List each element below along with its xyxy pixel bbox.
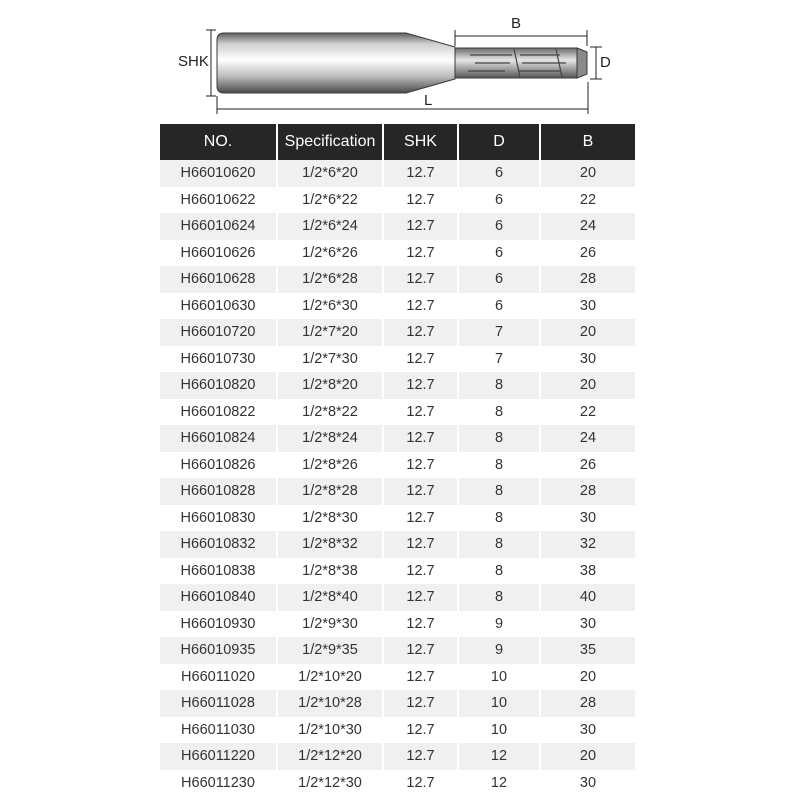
cell-d: 8 [459, 584, 541, 611]
cell-b: 30 [541, 770, 635, 797]
table-header-row [160, 124, 635, 160]
bit-tip-shape [577, 48, 587, 78]
cell-d: 9 [459, 637, 541, 664]
cell-specification: 1/2*9*35 [278, 637, 384, 664]
cell-shk: 12.7 [384, 505, 459, 532]
cell-b: 28 [541, 478, 635, 505]
cell-specification: 1/2*10*30 [278, 717, 384, 744]
cell-shk: 12.7 [384, 584, 459, 611]
header-b: B [541, 124, 635, 160]
cell-shk: 12.7 [384, 240, 459, 267]
cell-b: 26 [541, 452, 635, 479]
cell-d: 8 [459, 452, 541, 479]
cell-no: H66010730 [160, 346, 278, 373]
cell-no: H66011230 [160, 770, 278, 797]
cell-shk: 12.7 [384, 637, 459, 664]
cell-specification: 1/2*7*30 [278, 346, 384, 373]
table-row [160, 213, 635, 240]
specification-table [160, 124, 635, 796]
cell-specification: 1/2*7*20 [278, 319, 384, 346]
cell-specification: 1/2*9*30 [278, 611, 384, 638]
cell-d: 8 [459, 399, 541, 426]
b-label: B [511, 15, 522, 32]
cell-specification: 1/2*6*24 [278, 213, 384, 240]
cell-b: 30 [541, 293, 635, 320]
cell-shk: 12.7 [384, 664, 459, 691]
cell-specification: 1/2*8*20 [278, 372, 384, 399]
cell-b: 30 [541, 346, 635, 373]
cell-d: 8 [459, 531, 541, 558]
table-row [160, 293, 635, 320]
cell-no: H66010838 [160, 558, 278, 585]
cell-b: 28 [541, 266, 635, 293]
table-row [160, 425, 635, 452]
cell-specification: 1/2*10*28 [278, 690, 384, 717]
cell-shk: 12.7 [384, 293, 459, 320]
cell-b: 20 [541, 319, 635, 346]
cell-specification: 1/2*6*30 [278, 293, 384, 320]
cell-no: H66010826 [160, 452, 278, 479]
table-row [160, 187, 635, 214]
cell-no: H66010930 [160, 611, 278, 638]
cell-no: H66010824 [160, 425, 278, 452]
cell-b: 35 [541, 637, 635, 664]
cell-shk: 12.7 [384, 452, 459, 479]
cell-d: 6 [459, 187, 541, 214]
table-row [160, 743, 635, 770]
cell-d: 10 [459, 690, 541, 717]
header-d: D [459, 124, 541, 160]
cell-d: 6 [459, 160, 541, 187]
cell-no: H66010832 [160, 531, 278, 558]
cell-shk: 12.7 [384, 611, 459, 638]
cell-no: H66010620 [160, 160, 278, 187]
table-row [160, 611, 635, 638]
table-row [160, 266, 635, 293]
cell-d: 7 [459, 319, 541, 346]
cell-specification: 1/2*6*20 [278, 160, 384, 187]
cell-d: 8 [459, 478, 541, 505]
cell-no: H66010820 [160, 372, 278, 399]
cell-d: 6 [459, 213, 541, 240]
cell-specification: 1/2*8*22 [278, 399, 384, 426]
cell-d: 12 [459, 743, 541, 770]
cell-shk: 12.7 [384, 266, 459, 293]
cell-b: 28 [541, 690, 635, 717]
table-body [160, 160, 635, 796]
cell-specification: 1/2*12*20 [278, 743, 384, 770]
cell-d: 6 [459, 240, 541, 267]
cell-no: H66010935 [160, 637, 278, 664]
cell-shk: 12.7 [384, 770, 459, 797]
cell-shk: 12.7 [384, 425, 459, 452]
table-row [160, 505, 635, 532]
header-no: NO. [160, 124, 278, 160]
table-row [160, 346, 635, 373]
router-bit-drawing [0, 0, 800, 120]
table-row [160, 690, 635, 717]
cell-d: 8 [459, 558, 541, 585]
cell-no: H66010822 [160, 399, 278, 426]
table-row [160, 717, 635, 744]
cell-shk: 12.7 [384, 478, 459, 505]
shank-shape [217, 33, 455, 93]
cell-specification: 1/2*8*28 [278, 478, 384, 505]
cell-b: 20 [541, 372, 635, 399]
cell-no: H66011220 [160, 743, 278, 770]
cell-shk: 12.7 [384, 160, 459, 187]
cell-no: H66010628 [160, 266, 278, 293]
shk-label: SHK [178, 53, 209, 70]
cell-b: 40 [541, 584, 635, 611]
cell-no: H66010624 [160, 213, 278, 240]
table-row [160, 240, 635, 267]
cell-specification: 1/2*8*32 [278, 531, 384, 558]
cell-d: 9 [459, 611, 541, 638]
table-row [160, 160, 635, 187]
cell-shk: 12.7 [384, 717, 459, 744]
cell-specification: 1/2*8*30 [278, 505, 384, 532]
router-bit-diagram [0, 0, 800, 120]
cell-d: 8 [459, 372, 541, 399]
cell-shk: 12.7 [384, 187, 459, 214]
cell-no: H66010622 [160, 187, 278, 214]
cell-shk: 12.7 [384, 346, 459, 373]
cell-no: H66010626 [160, 240, 278, 267]
cell-shk: 12.7 [384, 399, 459, 426]
cell-specification: 1/2*8*26 [278, 452, 384, 479]
table-row [160, 584, 635, 611]
table-row [160, 558, 635, 585]
table-row [160, 372, 635, 399]
cell-shk: 12.7 [384, 743, 459, 770]
table-row [160, 770, 635, 797]
cell-shk: 12.7 [384, 558, 459, 585]
table-row [160, 452, 635, 479]
cell-b: 30 [541, 717, 635, 744]
table-row [160, 319, 635, 346]
cell-b: 20 [541, 160, 635, 187]
cell-specification: 1/2*12*30 [278, 770, 384, 797]
cell-shk: 12.7 [384, 690, 459, 717]
cell-specification: 1/2*6*26 [278, 240, 384, 267]
table-row [160, 399, 635, 426]
cell-specification: 1/2*8*40 [278, 584, 384, 611]
cell-d: 10 [459, 664, 541, 691]
cell-b: 38 [541, 558, 635, 585]
d-label: D [600, 54, 611, 71]
l-label: L [424, 92, 433, 109]
cell-specification: 1/2*10*20 [278, 664, 384, 691]
cell-shk: 12.7 [384, 319, 459, 346]
cell-no: H66010840 [160, 584, 278, 611]
table-row [160, 637, 635, 664]
table-row [160, 531, 635, 558]
cell-d: 6 [459, 266, 541, 293]
header-specification: Specification [278, 124, 384, 160]
cell-specification: 1/2*6*28 [278, 266, 384, 293]
cell-b: 24 [541, 213, 635, 240]
cell-no: H66010630 [160, 293, 278, 320]
table-row [160, 664, 635, 691]
cell-no: H66011020 [160, 664, 278, 691]
cell-b: 30 [541, 611, 635, 638]
cell-b: 20 [541, 743, 635, 770]
header-shk: SHK [384, 124, 459, 160]
cell-d: 6 [459, 293, 541, 320]
cell-no: H66010828 [160, 478, 278, 505]
cell-shk: 12.7 [384, 213, 459, 240]
cell-d: 10 [459, 717, 541, 744]
cell-b: 30 [541, 505, 635, 532]
cell-specification: 1/2*8*38 [278, 558, 384, 585]
cell-b: 22 [541, 187, 635, 214]
cell-no: H66010720 [160, 319, 278, 346]
cell-specification: 1/2*6*22 [278, 187, 384, 214]
cell-b: 20 [541, 664, 635, 691]
cell-d: 7 [459, 346, 541, 373]
cell-no: H66011030 [160, 717, 278, 744]
cell-d: 8 [459, 505, 541, 532]
table-row [160, 478, 635, 505]
cell-b: 24 [541, 425, 635, 452]
cell-no: H66010830 [160, 505, 278, 532]
cell-shk: 12.7 [384, 372, 459, 399]
cell-b: 22 [541, 399, 635, 426]
cell-b: 32 [541, 531, 635, 558]
cell-b: 26 [541, 240, 635, 267]
cell-specification: 1/2*8*24 [278, 425, 384, 452]
cell-shk: 12.7 [384, 531, 459, 558]
cell-no: H66011028 [160, 690, 278, 717]
cell-d: 12 [459, 770, 541, 797]
cell-d: 8 [459, 425, 541, 452]
